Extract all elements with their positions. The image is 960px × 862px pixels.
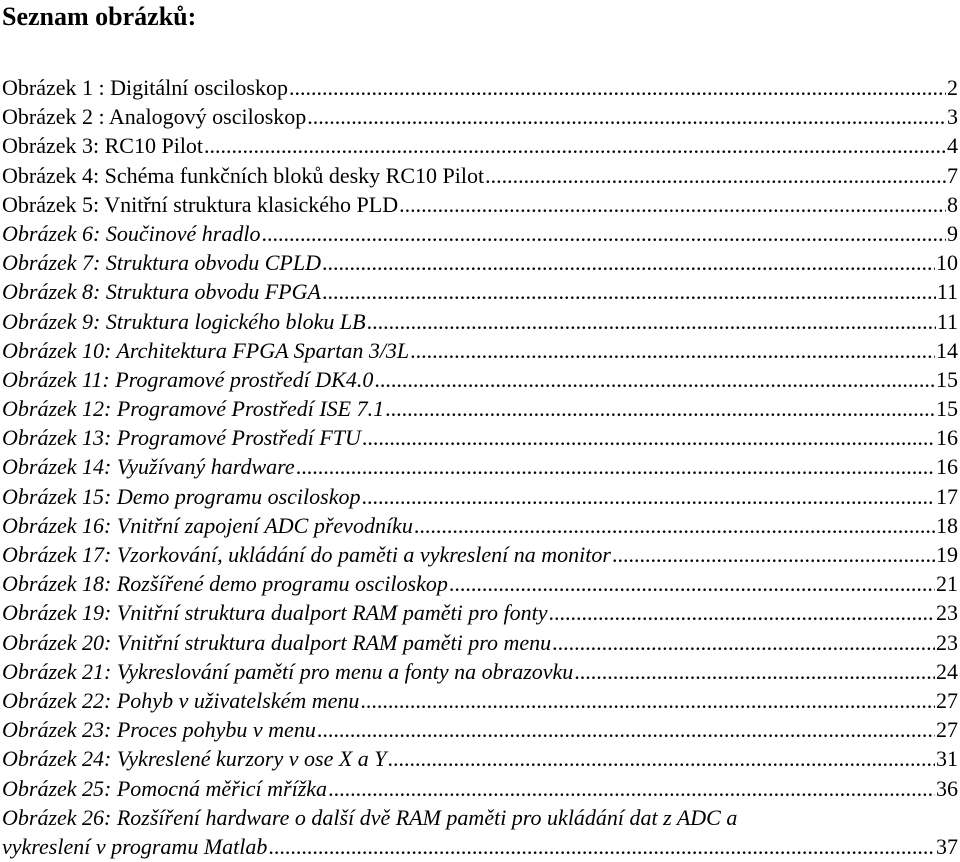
figure-entry-1[interactable]	[2, 73, 958, 102]
dot-leader	[362, 423, 935, 452]
figure-entry-title: Obrázek 1 : Digitální osciloskop	[2, 75, 288, 100]
figure-entry-page: 31	[936, 746, 958, 772]
dot-leader	[204, 131, 946, 160]
figure-entry-title-line2: vykreslení v programu Matlab	[2, 833, 268, 859]
figure-entry-title: Obrázek 19: Vnitřní struktura dualport RAM paměti pro fonty	[2, 600, 548, 626]
figure-entry-title: Obrázek 6: Součinové hradlo	[2, 220, 261, 246]
figure-entry-23[interactable]	[2, 715, 958, 744]
dot-leader	[612, 540, 935, 569]
figure-entry-page: 11	[936, 308, 958, 334]
figure-entry-second-line	[2, 832, 958, 861]
figure-entry-26[interactable]	[2, 803, 958, 861]
figure-entry-title: Obrázek 23: Proces pohybu v menu	[2, 717, 316, 743]
figure-entry-7[interactable]	[2, 248, 958, 277]
figure-entry-page: 23	[936, 629, 958, 655]
dot-leader	[449, 569, 935, 598]
dot-leader	[361, 482, 935, 511]
figure-entry-8[interactable]	[2, 277, 958, 306]
figure-entry-20[interactable]	[2, 628, 958, 657]
figure-entry-title: Obrázek 25: Pomocná měřicí mřížka	[2, 775, 328, 801]
figure-entry-page: 15	[936, 366, 958, 392]
figure-entry-title: Obrázek 8: Struktura obvodu FPGA	[2, 279, 321, 305]
figure-entry-title: Obrázek 2 : Analogový osciloskop	[2, 104, 307, 130]
figure-entry-5[interactable]	[2, 190, 958, 219]
figure-entry-24[interactable]	[2, 744, 958, 773]
figure-entry-page: 17	[936, 483, 958, 509]
dot-leader	[385, 394, 935, 423]
figure-entry-12[interactable]	[2, 394, 958, 423]
figure-entry-21[interactable]	[2, 657, 958, 686]
figure-entry-page: 16	[936, 425, 958, 451]
dot-leader	[296, 452, 935, 481]
dot-leader	[410, 336, 935, 365]
figure-entry-title: Obrázek 5: Vnitřní struktura klasického PLD	[2, 191, 399, 217]
figure-entry-4[interactable]	[2, 161, 958, 190]
dot-leader	[414, 511, 935, 540]
figure-entry-title: Obrázek 15: Demo programu osciloskop	[2, 483, 361, 509]
figure-entry-page: 36	[936, 775, 958, 801]
dot-leader	[360, 686, 935, 715]
dot-leader	[388, 744, 935, 773]
figure-entry-13[interactable]	[2, 423, 958, 452]
dot-leader	[399, 190, 946, 219]
figure-entry-page: 16	[936, 454, 958, 480]
figure-entry-page: 24	[936, 658, 958, 684]
figure-entry-page: 27	[936, 687, 958, 713]
list-of-figures	[2, 73, 958, 861]
figure-entry-page: 7	[947, 162, 958, 188]
dot-leader	[328, 774, 935, 803]
dot-leader	[322, 277, 936, 306]
figure-entry-title-line1: Obrázek 26: Rozšíření hardware o další dvě RAM paměti pro ukládání dat z ADC a	[2, 804, 738, 830]
dot-leader	[552, 628, 935, 657]
figure-entry-11[interactable]	[2, 365, 958, 394]
dot-leader	[307, 102, 946, 131]
figure-entry-17[interactable]	[2, 540, 958, 569]
figure-entry-title: Obrázek 22: Pohyb v uživatelském menu	[2, 687, 360, 713]
figure-entry-25[interactable]	[2, 774, 958, 803]
figure-entry-page: 2	[947, 75, 958, 100]
figure-entry-9[interactable]	[2, 307, 958, 336]
figure-entry-page: 8	[947, 191, 958, 217]
figure-entry-title: Obrázek 3: RC10 Pilot	[2, 133, 204, 159]
figure-entry-19[interactable]	[2, 598, 958, 627]
figure-entry-title: Obrázek 24: Vykreslené kurzory v ose X a Y	[2, 746, 387, 772]
figure-entry-title: Obrázek 17: Vzorkování, ukládání do paměti a vykreslení na monitor	[2, 542, 611, 567]
dot-leader	[374, 365, 935, 394]
figure-entry-title: Obrázek 21: Vykreslování pamětí pro menu a fonty na obrazovku	[2, 658, 574, 684]
dot-leader	[289, 73, 946, 102]
figure-entry-page: 9	[947, 220, 958, 246]
figure-entry-page: 10	[936, 250, 958, 276]
figure-entry-page: 19	[936, 542, 958, 567]
figure-entry-18[interactable]	[2, 569, 958, 598]
figure-entry-2[interactable]	[2, 102, 958, 131]
figure-entry-16[interactable]	[2, 511, 958, 540]
figure-entry-title: Obrázek 11: Programové prostředí DK4.0	[2, 366, 374, 392]
dot-leader	[261, 219, 946, 248]
figure-entry-title: Obrázek 7: Struktura obvodu CPLD	[2, 250, 321, 276]
list-of-figures-heading: Seznam obrázků:	[2, 2, 197, 31]
figure-entry-10[interactable]	[2, 336, 958, 365]
figure-entry-22[interactable]	[2, 686, 958, 715]
dot-leader	[268, 832, 935, 861]
figure-entry-page: 15	[936, 396, 958, 422]
figure-entry-page: 3	[947, 104, 958, 130]
figure-entry-6[interactable]	[2, 219, 958, 248]
dot-leader	[574, 657, 935, 686]
figure-entry-title: Obrázek 20: Vnitřní struktura dualport RAM paměti pro menu	[2, 629, 552, 655]
figure-entry-page: 21	[936, 571, 958, 597]
dot-leader	[317, 715, 935, 744]
figure-entry-3[interactable]	[2, 131, 958, 160]
figure-entry-page: 37	[936, 833, 958, 859]
dot-leader	[485, 161, 946, 190]
dot-leader	[548, 598, 935, 627]
dot-leader	[322, 248, 935, 277]
figure-entry-title: Obrázek 10: Architektura FPGA Spartan 3/3L	[2, 337, 410, 363]
figure-entry-15[interactable]	[2, 482, 958, 511]
figure-entry-page: 18	[936, 512, 958, 538]
figure-entry-title: Obrázek 13: Programové Prostředí FTU	[2, 425, 361, 451]
dot-leader	[367, 307, 936, 336]
figure-entry-title: Obrázek 4: Schéma funkčních bloků desky RC10 Pilot	[2, 162, 485, 188]
figure-entry-title: Obrázek 12: Programové Prostředí ISE 7.1	[2, 396, 385, 422]
figure-entry-page: 4	[947, 133, 958, 159]
figure-entry-title: Obrázek 18: Rozšířené demo programu osciloskop	[2, 571, 448, 597]
figure-entry-page: 23	[936, 600, 958, 626]
figure-entry-page: 11	[936, 279, 958, 305]
figure-entry-title: Obrázek 14: Využívaný hardware	[2, 454, 295, 480]
figure-entry-page: 27	[936, 717, 958, 743]
figure-entry-title: Obrázek 9: Struktura logického bloku LB	[2, 308, 366, 334]
figure-entry-page: 14	[936, 337, 958, 363]
figure-entry-title: Obrázek 16: Vnitřní zapojení ADC převodníku	[2, 512, 413, 538]
figure-entry-14[interactable]	[2, 452, 958, 481]
